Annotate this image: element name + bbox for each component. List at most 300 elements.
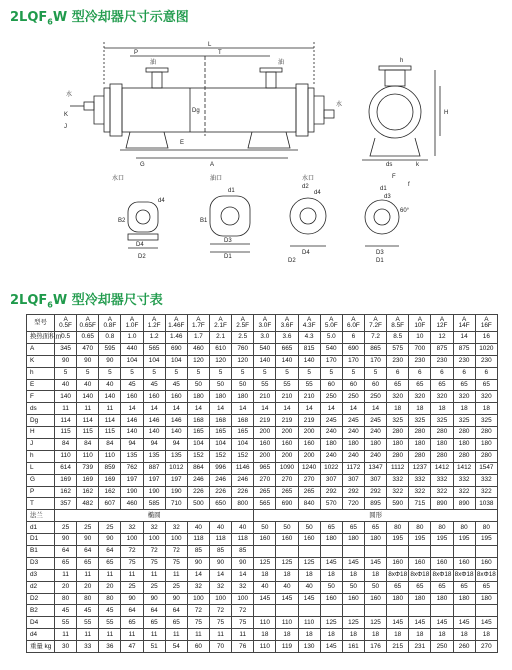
table-cell: 1240: [298, 462, 320, 474]
label-d3: d3: [384, 194, 391, 200]
table-cell: 50: [364, 581, 386, 593]
table-cell: 5: [77, 367, 99, 379]
table-cell: 50: [298, 522, 320, 534]
row-label: D1: [27, 534, 55, 546]
table-cell: 90: [165, 593, 187, 605]
label-K: K: [64, 112, 69, 118]
table-cell: 665: [276, 343, 298, 355]
table-cell: 197: [143, 474, 165, 486]
table-cell: 322: [409, 486, 431, 498]
flange-view-4: [365, 200, 399, 234]
table-cell: 5: [165, 367, 187, 379]
table-cell: 80: [99, 593, 121, 605]
table-cell: 996: [209, 462, 231, 474]
row-label: A: [27, 343, 55, 355]
table-cell: 125: [254, 557, 276, 569]
flange-row: [27, 605, 498, 617]
table-cell: 140: [77, 391, 99, 403]
table-cell: 200: [254, 427, 276, 439]
flange-oval-label: 椭圆: [55, 510, 254, 522]
label-water-mouth: 水口: [112, 176, 125, 182]
table-cell: 307: [364, 474, 386, 486]
row-label: E: [27, 379, 55, 391]
table-cell: 460: [121, 498, 143, 510]
table-row: [27, 474, 498, 486]
row-label: h: [27, 367, 55, 379]
model-code: 2.1F: [214, 322, 227, 329]
table-cell: [453, 546, 475, 558]
table-cell: 1.0: [121, 332, 143, 344]
table-cell: 75: [232, 617, 254, 629]
table-cell: 55: [55, 617, 77, 629]
table-cell: 6: [387, 367, 409, 379]
table-cell: 11: [99, 569, 121, 581]
table-cell: 50: [320, 581, 342, 593]
table-cell: 307: [320, 474, 342, 486]
table-cell: 160: [475, 557, 497, 569]
table-cell: 8xΦ18: [431, 569, 453, 581]
table-cell: 8xΦ18: [453, 569, 475, 581]
table-cell: 18: [475, 629, 497, 641]
table-cell: 160: [364, 593, 386, 605]
table-cell: 120: [209, 355, 231, 367]
table-cell: 219: [298, 415, 320, 427]
table-cell: 100: [121, 534, 143, 546]
table-cell: 7.2: [364, 332, 386, 344]
table-cell: 270: [276, 474, 298, 486]
table-cell: 114: [77, 415, 99, 427]
table-cell: 6: [409, 367, 431, 379]
row-label: d4: [27, 629, 55, 641]
table-cell: 169: [99, 474, 121, 486]
table-cell: 145: [276, 593, 298, 605]
table-cell: 18: [298, 569, 320, 581]
table-cell: 160: [298, 439, 320, 451]
model-prefix: A: [85, 315, 90, 323]
label-H: H: [444, 110, 449, 116]
model-code: 1.7F: [192, 322, 205, 329]
table-cell: 570: [320, 498, 342, 510]
table-cell: 50: [254, 522, 276, 534]
label-Dg: Dg: [192, 108, 200, 114]
flange-row: [27, 617, 498, 629]
table-cell: 32: [165, 522, 187, 534]
flange-row: [27, 569, 498, 581]
table-row: [27, 343, 498, 355]
table-cell: 180: [409, 593, 431, 605]
table-cell: 65: [55, 557, 77, 569]
table-cell: 161: [342, 641, 364, 653]
row-label: J: [27, 439, 55, 451]
table-cell: 246: [209, 474, 231, 486]
header-model-cell: [342, 315, 364, 332]
row-label: h: [27, 450, 55, 462]
drawing-title: $2LQF_6W$ 型冷却器尺寸示意图: [10, 10, 189, 27]
table-cell: 25: [99, 522, 121, 534]
table-cell: 40: [55, 379, 77, 391]
table-cell: 65: [475, 581, 497, 593]
table-cell: 18: [409, 629, 431, 641]
table-cell: 25: [77, 522, 99, 534]
table-cell: 226: [187, 486, 209, 498]
table-cell: 14: [364, 403, 386, 415]
header-model-cell: [276, 315, 298, 332]
header-model-cell: [364, 315, 386, 332]
table-cell: 72: [187, 605, 209, 617]
table-cell: 114: [55, 415, 77, 427]
table-cell: 14: [209, 569, 231, 581]
table-cell: 50: [209, 379, 231, 391]
table-cell: 320: [475, 391, 497, 403]
table-cell: 145: [431, 617, 453, 629]
table-cell: 5: [143, 367, 165, 379]
table-cell: 65: [409, 581, 431, 593]
table-cell: 200: [276, 427, 298, 439]
table-cell: 815: [298, 343, 320, 355]
table-cell: 320: [409, 391, 431, 403]
table-cell: 470: [77, 343, 99, 355]
table-cell: 11: [77, 403, 99, 415]
table-cell: 84: [77, 439, 99, 451]
table-cell: 650: [209, 498, 231, 510]
table-cell: 11: [121, 629, 143, 641]
label-f: f: [408, 182, 410, 188]
label-D4-2: D4: [302, 250, 310, 256]
table-cell: 180: [475, 439, 497, 451]
table-cell: 54: [165, 641, 187, 653]
table-cell: 230: [453, 355, 475, 367]
model-code: 8.5F: [391, 322, 405, 329]
table-cell: 219: [276, 415, 298, 427]
table-cell: 45: [121, 379, 143, 391]
row-label: 重量 kg: [27, 641, 55, 653]
row-label: D4: [27, 617, 55, 629]
flange-round-label: 圆形: [254, 510, 498, 522]
table-cell: 14: [121, 403, 143, 415]
table-cell: 6: [342, 332, 364, 344]
table-cell: 890: [453, 498, 475, 510]
row-label: L: [27, 462, 55, 474]
table-cell: 40: [187, 522, 209, 534]
table-cell: 240: [364, 450, 386, 462]
table-cell: 145: [364, 557, 386, 569]
table-cell: 240: [364, 427, 386, 439]
table-cell: 14: [209, 403, 231, 415]
table-cell: 110: [99, 450, 121, 462]
table-cell: 280: [431, 427, 453, 439]
table-cell: 162: [55, 486, 77, 498]
table-cell: 140: [143, 427, 165, 439]
table-cell: 168: [187, 415, 209, 427]
table-cell: 320: [453, 391, 475, 403]
table-cell: 325: [453, 415, 475, 427]
table-cell: 75: [121, 557, 143, 569]
table-cell: 40: [99, 379, 121, 391]
table-cell: 322: [453, 486, 475, 498]
table-cell: 226: [232, 486, 254, 498]
table-cell: 135: [143, 450, 165, 462]
label-D1-1: D1: [224, 254, 232, 260]
table-cell: 14: [187, 403, 209, 415]
table-cell: 180: [187, 391, 209, 403]
table-cell: 110: [276, 617, 298, 629]
flange-label: 法兰: [27, 510, 55, 522]
table-cell: 739: [77, 462, 99, 474]
table-cell: 140: [121, 427, 143, 439]
table-cell: 50: [232, 379, 254, 391]
row-label: d2: [27, 581, 55, 593]
header-model-cell: [254, 315, 276, 332]
table-cell: 60: [187, 641, 209, 653]
table-cell: 145: [320, 641, 342, 653]
table-cell: 45: [55, 605, 77, 617]
table-cell: 60: [342, 379, 364, 391]
table-cell: 65: [77, 557, 99, 569]
table-cell: 169: [55, 474, 77, 486]
table-cell: 160: [387, 557, 409, 569]
table-cell: 4.3: [298, 332, 320, 344]
table-cell: 64: [143, 605, 165, 617]
table-cell: 90: [99, 534, 121, 546]
table-cell: 170: [364, 355, 386, 367]
row-label: D2: [27, 593, 55, 605]
table-cell: 18: [298, 629, 320, 641]
table-cell: 320: [387, 391, 409, 403]
table-cell: 332: [475, 474, 497, 486]
label-water-left: 水: [66, 92, 73, 98]
table-cell: 170: [342, 355, 364, 367]
weight-row: [27, 641, 498, 653]
table-cell: 2.1: [209, 332, 231, 344]
table-cell: [254, 546, 276, 558]
table-cell: 76: [232, 641, 254, 653]
table-cell: 5: [209, 367, 231, 379]
table-cell: 90: [55, 355, 77, 367]
table-cell: [475, 605, 497, 617]
table-cell: 176: [364, 641, 386, 653]
table-cell: 1172: [342, 462, 364, 474]
table-cell: 210: [254, 391, 276, 403]
table-cell: 197: [165, 474, 187, 486]
table-cell: 14: [453, 332, 475, 344]
table-cell: 690: [165, 343, 187, 355]
table-cell: 20: [77, 581, 99, 593]
table-cell: 11: [99, 403, 121, 415]
table-cell: 585: [143, 498, 165, 510]
table-cell: 25: [55, 522, 77, 534]
table-cell: 240: [342, 427, 364, 439]
table-cell: 16: [475, 332, 497, 344]
table-cell: 195: [453, 534, 475, 546]
table-cell: 90: [55, 534, 77, 546]
table-cell: 565: [254, 498, 276, 510]
table-cell: 120: [232, 355, 254, 367]
table-cell: 50: [342, 581, 364, 593]
table-cell: 1.7: [187, 332, 209, 344]
table-cell: 25: [165, 581, 187, 593]
table-cell: 125: [276, 557, 298, 569]
table-cell: 72: [209, 605, 231, 617]
table-cell: 280: [387, 427, 409, 439]
table-cell: 322: [387, 486, 409, 498]
table-cell: 18: [475, 403, 497, 415]
label-D3-1: D3: [224, 238, 232, 244]
label-B1: B1: [200, 218, 208, 224]
table-cell: 5: [232, 367, 254, 379]
flange-row: [27, 629, 498, 641]
table-cell: 152: [209, 450, 231, 462]
table-cell: 72: [165, 546, 187, 558]
model-code: 16F: [480, 322, 492, 329]
table-cell: 65: [143, 617, 165, 629]
table-cell: 45: [77, 605, 99, 617]
table-cell: [409, 605, 431, 617]
table-cell: 72: [143, 546, 165, 558]
table-cell: 11: [209, 629, 231, 641]
table-cell: 240: [320, 450, 342, 462]
table-cell: 55: [298, 379, 320, 391]
table-cell: 18: [431, 629, 453, 641]
row-label: d3: [27, 569, 55, 581]
table-cell: 64: [99, 546, 121, 558]
table-row: [27, 439, 498, 451]
label-B2: B2: [118, 218, 126, 224]
table-cell: 180: [475, 593, 497, 605]
table-cell: 165: [232, 427, 254, 439]
label-d2: d2: [302, 184, 309, 190]
table-cell: 118: [187, 534, 209, 546]
table-cell: 180: [431, 439, 453, 451]
label-T: T: [218, 50, 222, 56]
table-cell: 145: [254, 593, 276, 605]
table-cell: 500: [187, 498, 209, 510]
table-cell: 180: [364, 534, 386, 546]
table-cell: 160: [276, 534, 298, 546]
table-cell: 160: [143, 391, 165, 403]
table-cell: 325: [387, 415, 409, 427]
label-ds: ds: [386, 162, 393, 168]
table-cell: 11: [121, 569, 143, 581]
label-oil-top-2: 油: [278, 60, 285, 66]
table-cell: 8xΦ18: [387, 569, 409, 581]
header-model-cell: [320, 315, 342, 332]
model-prefix: A: [262, 315, 267, 323]
label-D4-1: D4: [136, 242, 144, 248]
table-cell: 110: [254, 617, 276, 629]
table-cell: 270: [475, 641, 497, 653]
model-code: 4.3F: [302, 322, 316, 329]
table-cell: 180: [387, 439, 409, 451]
model-prefix: A: [107, 315, 112, 323]
table-cell: 8xΦ18: [475, 569, 497, 581]
table-cell: 210: [276, 391, 298, 403]
table-cell: 65: [364, 522, 386, 534]
table-row: [27, 462, 498, 474]
table-row: [27, 486, 498, 498]
table-cell: 5: [121, 367, 143, 379]
table-row: [27, 391, 498, 403]
label-d1: d1: [228, 188, 235, 194]
label-h: h: [400, 58, 404, 64]
table-cell: 104: [143, 355, 165, 367]
table-cell: [475, 546, 497, 558]
table-cell: 18: [409, 403, 431, 415]
table-cell: 245: [320, 415, 342, 427]
model-prefix: A: [461, 315, 467, 323]
table-cell: 64: [77, 546, 99, 558]
table-cell: 226: [209, 486, 231, 498]
table-cell: 1090: [276, 462, 298, 474]
table-cell: 5: [99, 367, 121, 379]
table-cell: 119: [276, 641, 298, 653]
table-cell: 18: [364, 569, 386, 581]
table-cell: 14: [342, 403, 364, 415]
table-cell: 250: [431, 641, 453, 653]
table-cell: 65: [320, 522, 342, 534]
table-cell: 219: [254, 415, 276, 427]
table-cell: 332: [453, 474, 475, 486]
table-cell: 231: [409, 641, 431, 653]
table-cell: 11: [77, 569, 99, 581]
label-oil-mouth: 油口: [210, 176, 223, 182]
table-cell: 160: [342, 593, 364, 605]
table-cell: 125: [364, 617, 386, 629]
label-P: P: [134, 50, 139, 56]
table-cell: 18: [276, 569, 298, 581]
table-cell: 180: [209, 391, 231, 403]
table-cell: 18: [320, 569, 342, 581]
table-cell: 18: [364, 629, 386, 641]
table-cell: 715: [409, 498, 431, 510]
table-cell: 280: [475, 427, 497, 439]
table-cell: 482: [77, 498, 99, 510]
header-model-cell: [55, 315, 77, 332]
table-cell: 540: [254, 343, 276, 355]
table-cell: 160: [298, 534, 320, 546]
table-cell: 32: [209, 581, 231, 593]
model-code: 3.6F: [280, 322, 294, 329]
table-cell: 14: [232, 403, 254, 415]
table-cell: 307: [342, 474, 364, 486]
table-cell: 230: [431, 355, 453, 367]
model-code: 12F: [436, 322, 448, 329]
row-label: H: [27, 427, 55, 439]
table-cell: 40: [276, 581, 298, 593]
table-cell: 14: [298, 403, 320, 415]
table-cell: 162: [99, 486, 121, 498]
table-cell: 40: [232, 522, 254, 534]
flange-row: [27, 522, 498, 534]
table-cell: 85: [232, 546, 254, 558]
table-cell: 195: [387, 534, 409, 546]
table-cell: 140: [99, 391, 121, 403]
row-label: G: [27, 474, 55, 486]
table-cell: 180: [320, 534, 342, 546]
flange-row: [27, 593, 498, 605]
table-cell: 5: [298, 367, 320, 379]
table-cell: 180: [342, 534, 364, 546]
table-cell: 210: [298, 391, 320, 403]
table-cell: 84: [99, 439, 121, 451]
table-cell: 180: [409, 439, 431, 451]
table-cell: 265: [276, 486, 298, 498]
table-cell: 65: [409, 379, 431, 391]
label-D2-1: D2: [138, 254, 146, 260]
table-cell: [409, 546, 431, 558]
model-prefix: A: [284, 315, 290, 323]
table-cell: 80: [387, 522, 409, 534]
table-cell: 100: [143, 534, 165, 546]
